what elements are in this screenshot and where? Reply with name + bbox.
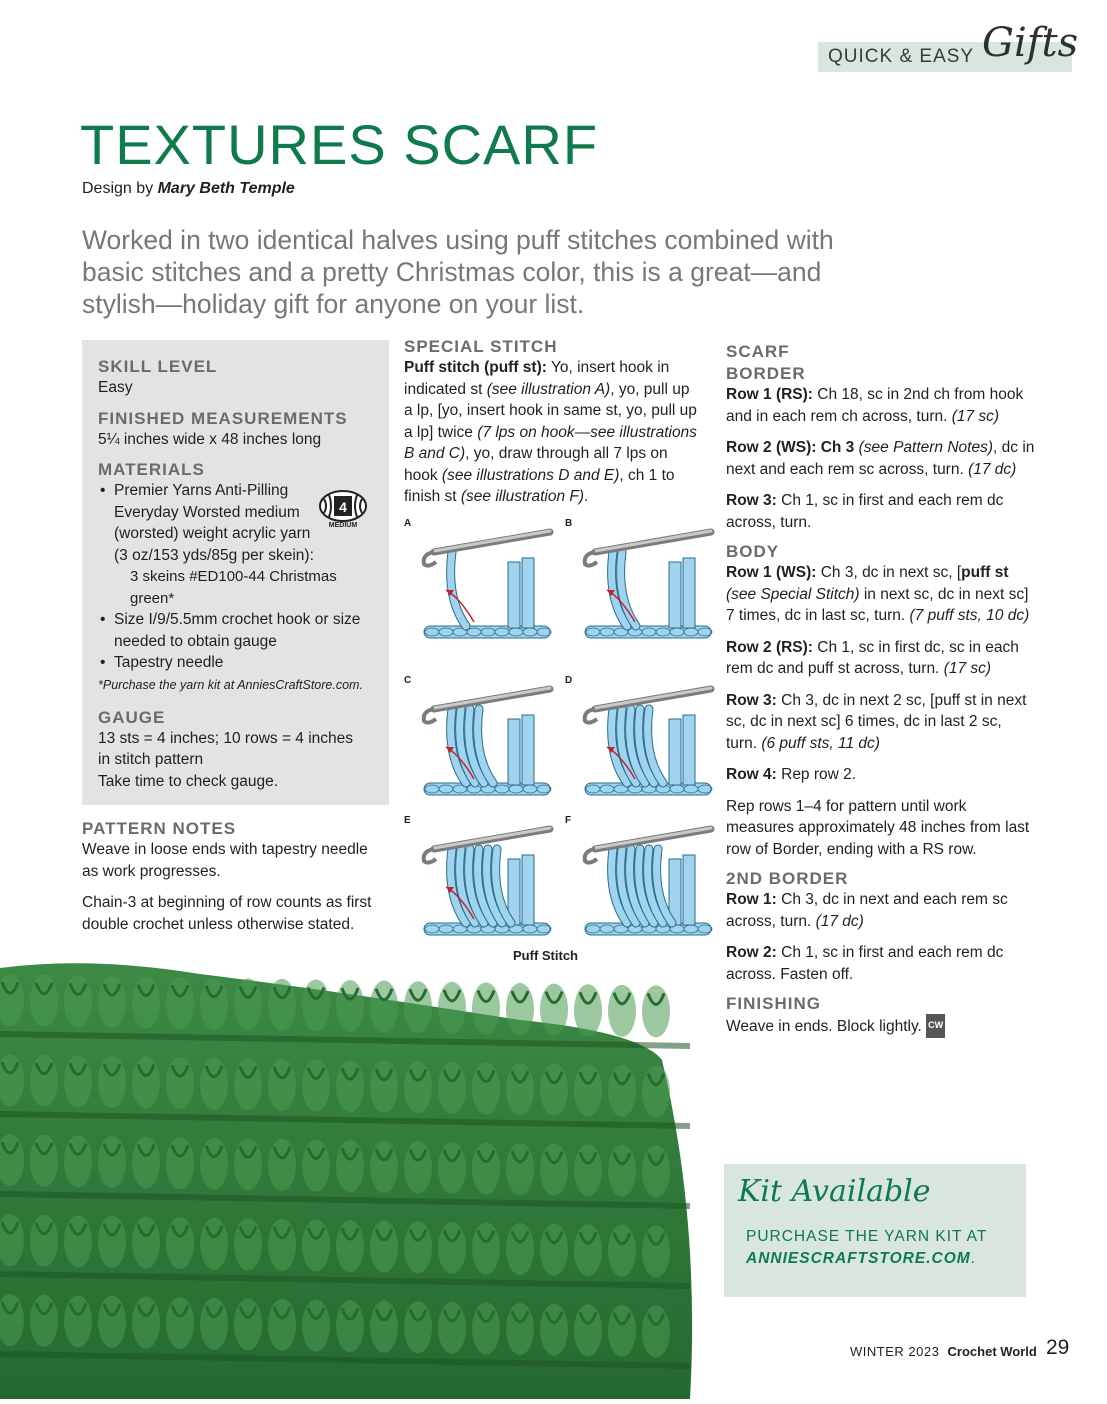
border-row-3: Row 3: Ch 1, sc in first and each rem dc across, turn.: [726, 492, 1004, 531]
gauge-heading: GAUGE: [98, 707, 166, 727]
border-row-2: Row 2 (WS): Ch 3 (see Pattern Notes), dc in next and each rem sc across, turn. (17 dc): [726, 439, 1035, 478]
pattern-note-1: Weave in loose ends with tapestry needle as work progresses.: [82, 841, 368, 880]
body-repeat: Rep rows 1–4 for pattern until work measures approximately 48 inches from last row of Border, ending with a RS row.: [726, 797, 1030, 858]
scarf-heading: SCARF: [726, 342, 790, 361]
second-border-row-2: Row 2: Ch 1, sc in first and each rem dc across. Fasten off.: [726, 944, 1004, 983]
gauge-check: Take time to check gauge.: [98, 772, 279, 790]
materials-item-yarn: • Premier Yarns Anti-Pilling Everyday Worsted medium (worsted) weight acrylic yarn (3 oz/153 yds/85g per skein):: [98, 480, 319, 566]
info-panel-content: [98, 357, 380, 792]
yarn-weight-number: 4: [339, 499, 347, 515]
byline-prefix: Design by: [82, 180, 158, 197]
illustration-label: E: [404, 815, 411, 826]
measurements-value: 5¼ inches wide x 48 inches long: [98, 430, 322, 448]
special-stitch: [404, 337, 700, 508]
materials-item-needle: • Tapestry needle: [98, 652, 380, 674]
illustration-label: B: [565, 518, 573, 529]
puff-stitch-term: Puff stitch (puff st):: [404, 359, 547, 376]
materials-item-hook: • Size I/9/5.5mm crochet hook or size needed to obtain gauge: [98, 609, 380, 652]
body-row-3: Row 3: Ch 3, dc in next 2 sc, [puff st in next sc, dc in next sc] 6 times, dc in last 2 sc, turn. (6 puff sts, 11 dc): [726, 691, 1027, 752]
pattern-notes-heading: PATTERN NOTES: [82, 819, 237, 838]
second-border-row-1: Row 1: Ch 3, dc in next and each rem sc across, turn. (17 dc): [726, 891, 1008, 930]
illustration-b: [565, 518, 715, 648]
scarf-photo: [0, 960, 700, 1399]
kit-available-title: Kit Available: [738, 1174, 931, 1209]
second-border-heading: 2ND BORDER: [726, 869, 849, 888]
illustration-d: [565, 675, 715, 805]
finishing-heading: FINISHING: [726, 994, 821, 1013]
pattern-note-2: Chain-3 at beginning of row counts as first double crochet unless otherwise stated.: [82, 894, 372, 933]
gauge-value: 13 sts = 4 inches; 10 rows = 4 inches in stitch pattern: [98, 729, 354, 768]
purchase-note: *Purchase the yarn kit at AnniesCraftStore.com.: [98, 677, 363, 692]
illustrations-caption: Puff Stitch: [513, 948, 578, 963]
border-heading: BORDER: [726, 364, 806, 383]
pattern-notes: [82, 819, 382, 935]
kit-available-text: [746, 1226, 987, 1270]
illustration-f: [565, 815, 715, 945]
yarn-weight-icon: [318, 489, 368, 529]
measurements-heading: FINISHED MEASUREMENTS: [98, 408, 348, 428]
intro-paragraph: Worked in two identical halves using puff stitches combined with basic stitches and a pretty Christmas color, this is a great—and stylish—holiday gift for anyone on your list.: [82, 225, 834, 319]
kit-line-1: PURCHASE THE YARN KIT AT: [746, 1228, 988, 1245]
materials-heading: MATERIALS: [98, 460, 205, 479]
special-stitch-heading: SPECIAL STITCH: [404, 337, 558, 356]
illustration-label: F: [565, 815, 572, 826]
skill-level-value: Easy: [98, 379, 133, 396]
body-heading: BODY: [726, 542, 780, 561]
cw-end-mark: CW: [926, 1014, 945, 1038]
yarn-weight-label: MEDIUM: [328, 522, 358, 529]
body-row-4: Row 4: Rep row 2.: [726, 766, 857, 783]
skill-level-heading: SKILL LEVEL: [98, 357, 218, 376]
illustration-label: A: [404, 518, 412, 529]
footer-issue: WINTER 2023 Crochet World: [850, 1344, 1037, 1359]
border-row-1: Row 1 (RS): Ch 18, sc in 2nd ch from hook and in each rem ch across, turn. (17 sc): [726, 386, 1024, 425]
section-tag-label: QUICK & EASY: [828, 46, 975, 67]
illustration-label: C: [404, 675, 412, 686]
kit-store-link[interactable]: ANNIESCRAFTSTORE.COM.: [746, 1250, 976, 1267]
special-stitch-text: Puff stitch (puff st): Yo, insert hook in indicated st (see illustration A), yo, pull up a lp, [yo, insert hook in same st, yo, pull up a lp] twice (7 lps on hook—see illustrations B and C), yo, draw through all 7 lps on hook (see illustrations D and E), ch 1 to finish st (see illustration F).: [404, 359, 697, 505]
designer-name: Mary Beth Temple: [157, 180, 295, 197]
illustration-c: [404, 675, 554, 805]
illustration-a: [404, 518, 554, 648]
page-title: TEXTURES SCARF: [80, 113, 599, 176]
illustration-label: D: [565, 675, 573, 686]
illustration-e: [404, 815, 554, 945]
page-number: 29: [1046, 1336, 1070, 1359]
materials-yarn-sub: 3 skeins #ED100-44 Christmas green*: [130, 568, 337, 607]
scarf-instructions: [726, 342, 1036, 1038]
body-row-1: Row 1 (WS): Ch 3, dc in next sc, [puff st (see Special Stitch) in next sc, dc in next sc] 7 times, dc in last sc, turn. (7 puff sts, 10 dc): [726, 564, 1030, 624]
finishing-text: Weave in ends. Block lightly. CW: [726, 1014, 1036, 1038]
body-row-2: Row 2 (RS): Ch 1, sc in first dc, sc in each rem dc and puff st across, turn. (17 sc): [726, 638, 1019, 677]
byline: [82, 180, 295, 198]
section-tag-script: Gifts: [982, 20, 1079, 66]
